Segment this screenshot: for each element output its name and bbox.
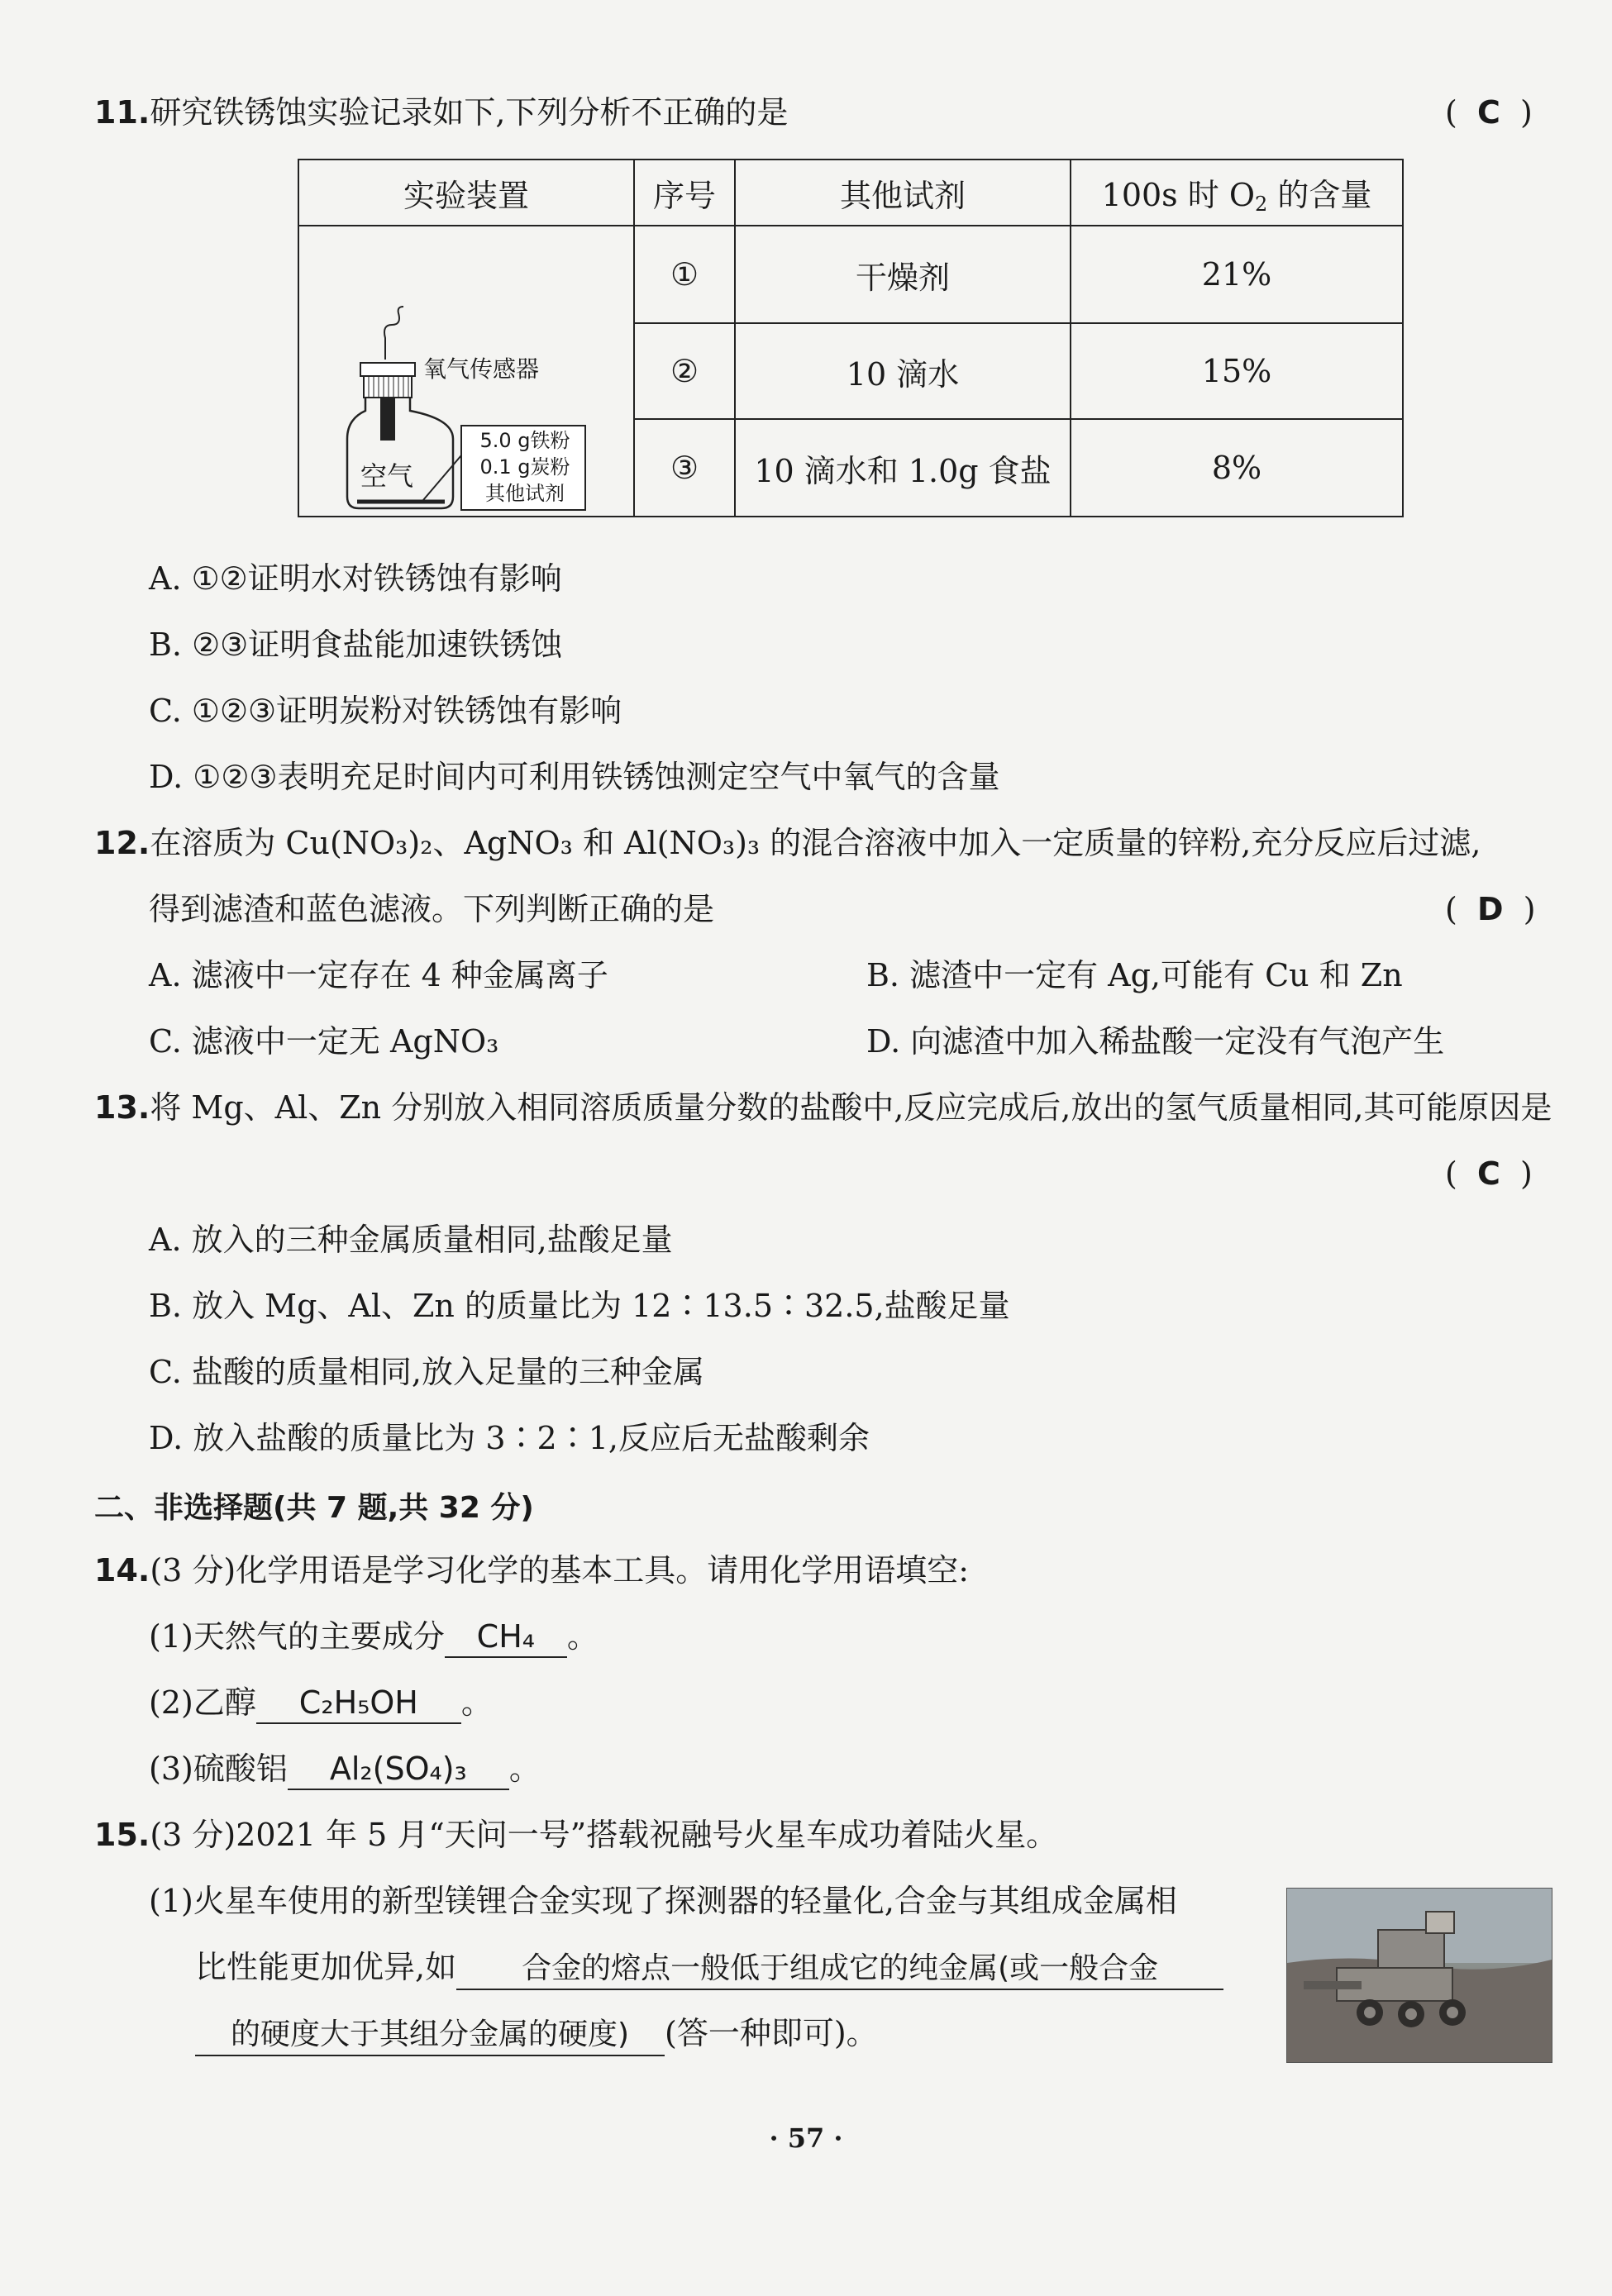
q11-option-d: D. ①②③表明充足时间内可利用铁锈蚀测定空气中氧气的含量 xyxy=(149,759,1000,795)
row2-o2: 15% xyxy=(1071,323,1403,419)
q14-item2-suffix: 。 xyxy=(460,1684,493,1721)
row3-reagent: 10 滴水和 1.0g 食盐 xyxy=(735,419,1071,517)
q11-option-a: A. ①②证明水对铁锈蚀有影响 xyxy=(149,560,562,597)
q12-option-a: A. 滤液中一定存在 4 种金属离子 xyxy=(149,957,608,993)
page-number: · 57 · xyxy=(769,2122,843,2154)
q13-option-c: C. 盐酸的质量相同,放入足量的三种金属 xyxy=(149,1354,704,1390)
iron-powder-label: 5.0 g铁粉 xyxy=(479,429,570,452)
q11-option-c: C. ①②③证明炭粉对铁锈蚀有影响 xyxy=(149,693,622,729)
table-header-apparatus: 实验装置 xyxy=(298,160,634,226)
q15-stem xyxy=(94,1815,1057,1855)
section-heading: 二、非选择题(共 7 题,共 32 分) xyxy=(94,1491,534,1525)
row1-o2: 21% xyxy=(1071,226,1403,323)
q11-number: 11. xyxy=(94,94,150,131)
q15-sub1-suffix: (答一种即可)。 xyxy=(665,2015,878,2051)
q12-option-d: D. 向滤渣中加入稀盐酸一定没有气泡产生 xyxy=(866,1023,1445,1060)
apparatus-cell xyxy=(298,226,634,517)
q14-item3-suffix: 。 xyxy=(508,1751,541,1787)
q13-stem xyxy=(94,1088,1552,1127)
q14-number: 14. xyxy=(94,1552,150,1589)
table-row xyxy=(298,226,1403,323)
table-header-reagent: 其他试剂 xyxy=(735,160,1071,226)
q13-number: 13. xyxy=(94,1089,150,1126)
q13-answer-letter: C xyxy=(1476,1155,1500,1192)
mars-rover-illustration xyxy=(1287,1889,1552,2062)
sensor-label: 氧气传感器 xyxy=(423,355,540,383)
carbon-powder-label: 0.1 g炭粉 xyxy=(479,455,570,479)
q14-item-1 xyxy=(149,1617,599,1658)
reagent-box-labels xyxy=(465,427,585,507)
row1-number: ① xyxy=(634,226,735,323)
q15-sub1-prompt: 比性能更加优异,如 xyxy=(195,1949,457,1985)
q14-item1-prompt: (1)天然气的主要成分 xyxy=(149,1618,445,1655)
q14-item1-suffix: 。 xyxy=(566,1618,599,1655)
q12-answer: ( D ) xyxy=(1445,891,1536,927)
q14-item-2 xyxy=(149,1683,493,1724)
q15-sub1-line2 xyxy=(195,1947,1223,1990)
q14-stem xyxy=(94,1551,969,1590)
q15-stem-text: (3 分)2021 年 5 月“天问一号”搭载祝融号火星车成功着陆火星。 xyxy=(150,1817,1058,1853)
q11-stem-text: 研究铁锈蚀实验记录如下,下列分析不正确的是 xyxy=(150,94,789,131)
q14-item2-answer: C₂H₅OH xyxy=(256,1683,461,1724)
apparatus-diagram xyxy=(299,227,633,515)
q13-option-d: D. 放入盐酸的质量比为 3∶2∶1,反应后无盐酸剩余 xyxy=(149,1420,870,1456)
q13-stem-text: 将 Mg、Al、Zn 分别放入相同溶质质量分数的盐酸中,反应完成后,放出的氢气质量相同,其可能原因是 xyxy=(150,1089,1552,1126)
table-header-o2: 100s 时 $O_2$ 的含量 xyxy=(1071,160,1403,226)
q12-option-b: B. 滤渣中一定有 Ag,可能有 Cu 和 Zn xyxy=(866,957,1403,993)
q11-answer-letter: C xyxy=(1476,94,1500,131)
air-label: 空气 xyxy=(360,460,414,492)
q11-answer: ( C ) xyxy=(1445,94,1533,131)
q14-item2-prompt: (2)乙醇 xyxy=(149,1684,256,1721)
q12-option-c: C. 滤液中一定无 AgNO₃ xyxy=(149,1023,499,1060)
q15-answer-part1: 合金的熔点一般低于组成它的纯金属(或一般合金 xyxy=(456,1949,1223,1990)
q11-stem xyxy=(94,93,788,132)
q15-sub1-line1: (1)火星车使用的新型镁锂合金实现了探测器的轻量化,合金与其组成金属相 xyxy=(149,1883,1177,1919)
q15-sub1-line3 xyxy=(195,2013,878,2056)
row1-reagent: 干燥剂 xyxy=(735,226,1071,323)
q14-item-3 xyxy=(149,1749,541,1790)
row2-reagent: 10 滴水 xyxy=(735,323,1071,419)
q14-item1-answer: CH₄ xyxy=(445,1617,567,1658)
q12-number: 12. xyxy=(94,825,150,861)
mars-rover-photo xyxy=(1286,1888,1552,2063)
q14-item3-answer: Al₂(SO₄)₃ xyxy=(288,1749,509,1790)
q11-experiment-table xyxy=(298,159,1404,517)
q14-item3-prompt: (3)硫酸铝 xyxy=(149,1751,288,1787)
table-header-number: 序号 xyxy=(634,160,735,226)
q15-number: 15. xyxy=(94,1817,150,1853)
q13-option-b: B. 放入 Mg、Al、Zn 的质量比为 12∶13.5∶32.5,盐酸足量 xyxy=(149,1288,1010,1324)
q12-stem-line1 xyxy=(94,823,1481,863)
q15-answer-part2: 的硬度大于其组分金属的硬度) xyxy=(195,2015,665,2056)
q12-answer-letter: D xyxy=(1476,891,1504,927)
other-reagent-label: 其他试剂 xyxy=(485,482,565,505)
q13-answer: ( C ) xyxy=(1445,1155,1533,1192)
q12-stem-line2: 得到滤渣和蓝色滤液。下列判断正确的是 xyxy=(149,891,715,927)
row3-o2: 8% xyxy=(1071,419,1403,517)
row2-number: ② xyxy=(634,323,735,419)
q12-stem-text-1: 在溶质为 Cu(NO₃)₂、AgNO₃ 和 Al(NO₃)₃ 的混合溶液中加入一定质量的锌粉,充分反应后过滤, xyxy=(150,825,1481,861)
q14-stem-text: (3 分)化学用语是学习化学的基本工具。请用化学用语填空: xyxy=(150,1552,970,1589)
q11-option-b: B. ②③证明食盐能加速铁锈蚀 xyxy=(149,626,563,663)
row3-number: ③ xyxy=(634,419,735,517)
q13-option-a: A. 放入的三种金属质量相同,盐酸足量 xyxy=(149,1222,673,1258)
